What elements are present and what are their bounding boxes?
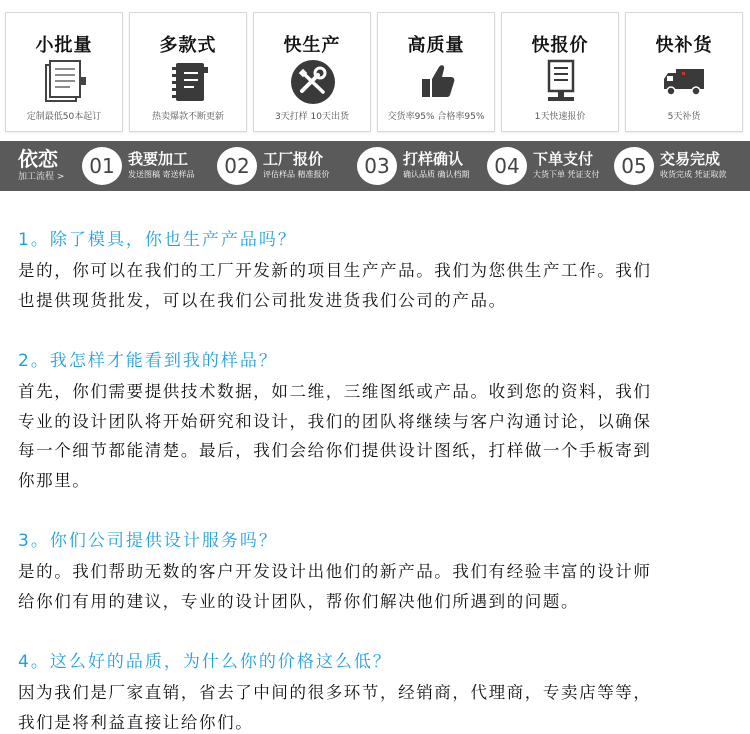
faq-answer <box>18 256 740 315</box>
notebook-icon <box>40 59 90 105</box>
feature-title: 高质量 <box>407 35 465 56</box>
feature-card-many-styles <box>129 12 247 132</box>
truck-icon <box>660 59 710 105</box>
feature-title: 快报价 <box>531 35 589 56</box>
step-title: 我要加工 <box>128 150 189 168</box>
tools-icon <box>288 59 338 105</box>
answer-line: 也提供现货批发，可以在我们公司批发进货我们公司的产品。 <box>18 290 507 310</box>
feature-subtitle: 定制最低50本起订 <box>26 112 102 122</box>
faq-answer <box>18 377 740 495</box>
process-band <box>0 141 750 191</box>
feature-card-fast-production <box>253 12 371 132</box>
faq-question: 2。我怎样才能看到我的样品？ <box>18 351 278 371</box>
feature-subtitle: 1天快速报价 <box>534 112 586 122</box>
answer-line: 首先，你们需要提供技术数据，如二维，三维图纸或产品。收到您的资料，我们 <box>18 382 652 401</box>
faq-item <box>18 350 740 495</box>
step-number: 05 <box>614 147 654 185</box>
faq-item <box>18 651 740 734</box>
answer-line: 你那里。 <box>18 470 91 490</box>
answer-line: 每一个细节都能清楚。最后，我们会给你们提供设计图纸，打样做一个手板寄到 <box>18 441 652 460</box>
feature-cards <box>0 12 750 134</box>
feature-card-small-batch <box>5 12 123 132</box>
step-title: 打样确认 <box>403 150 464 168</box>
process-brand <box>18 147 64 183</box>
feature-subtitle: 热卖爆款不断更新 <box>151 112 224 122</box>
thumbs-up-icon <box>412 59 462 105</box>
answer-line: 给你们有用的建议，专业的设计团队，帮你们解决他们所遇到的问题。 <box>18 591 580 611</box>
faq-answer <box>18 678 740 734</box>
faq-answer <box>18 557 740 616</box>
step-subtitle: 评估样品 精准报价 <box>263 170 330 179</box>
step-number: 02 <box>217 147 257 185</box>
feature-card-fast-restock <box>625 12 743 132</box>
step-title: 工厂报价 <box>263 150 324 168</box>
step-subtitle: 确认品质 确认档期 <box>403 170 470 179</box>
feature-title: 快补货 <box>655 35 713 56</box>
feature-card-high-quality <box>377 12 495 132</box>
step-number: 04 <box>487 147 527 185</box>
step-subtitle: 大货下单 凭证支付 <box>533 170 600 179</box>
answer-line: 是的，你可以在我们的工厂开发新的项目生产产品。我们为您供生产工作。我们 <box>18 261 652 280</box>
faq-item <box>18 229 740 315</box>
brand-name: 依恋 <box>18 147 58 171</box>
feature-title: 小批量 <box>35 35 93 56</box>
answer-line: 专业的设计团队将开始研究和设计，我们的团队将继续与客户沟通讨论，以确保 <box>18 411 652 431</box>
step-number: 01 <box>82 147 122 185</box>
computer-icon <box>536 59 586 105</box>
feature-subtitle: 5天补货 <box>667 112 701 122</box>
step-subtitle: 发送图稿 寄送样品 <box>128 170 195 179</box>
faq-item <box>18 530 740 616</box>
feature-card-fast-quote <box>501 12 619 132</box>
faq-question: 1。除了模具，你也生产产品吗？ <box>18 230 297 250</box>
faq-question: 3。你们公司提供设计服务吗？ <box>18 531 278 551</box>
answer-line: 因为我们是厂家直销，省去了中间的很多环节，经销商，代理商，专卖店等等， <box>18 683 652 702</box>
step-number: 03 <box>357 147 397 185</box>
feature-subtitle: 交货率95% 合格率95% <box>387 112 485 122</box>
answer-line: 是的。我们帮助无数的客户开发设计出他们的新产品。我们有经验丰富的设计师 <box>18 562 652 581</box>
faq-section <box>18 229 740 734</box>
step-subtitle: 收货完成 凭证取款 <box>660 170 727 179</box>
feature-subtitle: 3天打样 10天出货 <box>274 112 350 122</box>
spiral-notebook-icon <box>164 59 214 105</box>
feature-title: 多款式 <box>159 35 217 56</box>
faq-question: 4。这么好的品质，为什么你的价格这么低？ <box>18 652 392 672</box>
answer-line: 我们是将利益直接让给你们。 <box>18 712 254 732</box>
process-label: 加工流程 > <box>18 172 65 182</box>
feature-title: 快生产 <box>283 35 341 56</box>
step-title: 下单支付 <box>533 150 594 168</box>
step-title: 交易完成 <box>660 150 721 168</box>
